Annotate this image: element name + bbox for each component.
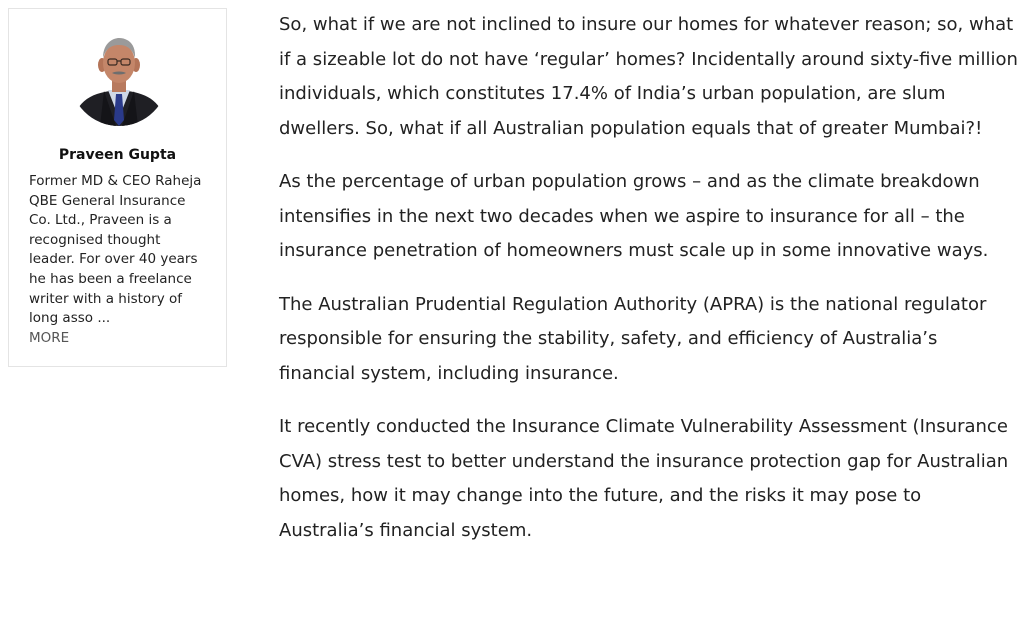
article-paragraph-4: It recently conducted the Insurance Climate Vulnerability Assessment (Insurance CVA) stress test to better understand the insurance protection gap for Australian homes, how it may change into the future, and the risks it may pose to Australia’s financial system. [279,416,1009,541]
article-paragraph-3: The Australian Prudential Regulation Authority (APRA) is the national regulator responsible for ensuring the stability, safety, and efficiency of Australia’s financial system, including insurance. [279,293,987,384]
article-paragraph-2: As the percentage of urban population grows – and as the climate breakdown intensifies in the next two decades when we aspire to insurance for all – the insurance penetration of homeowners must scale up in some innovative ways. [279,171,989,261]
article-paragraph-1: So, what if we are not inclined to insure our homes for whatever reason; so, what if a sizeable lot do not have ‘regular’ homes? Incidentally around sixty-five million individuals, which constitutes 17.4% of India’s urban population, are slum dwellers. So, what if all Australian population equals that of greater Mumbai?! [279,14,1018,139]
author-more-link[interactable]: MORE [29,330,70,346]
author-photo-icon [70,28,168,126]
article-body [279,8,1019,567]
author-bio: Former MD & CEO Raheja QBE General Insurance Co. Ltd., Praveen is a recognised thought leader. For over 40 years he has been a freelance writer with a history of long asso ... [29,173,202,327]
author-avatar[interactable] [70,28,168,126]
author-card [8,8,227,367]
author-name: Praveen Gupta [58,147,177,163]
